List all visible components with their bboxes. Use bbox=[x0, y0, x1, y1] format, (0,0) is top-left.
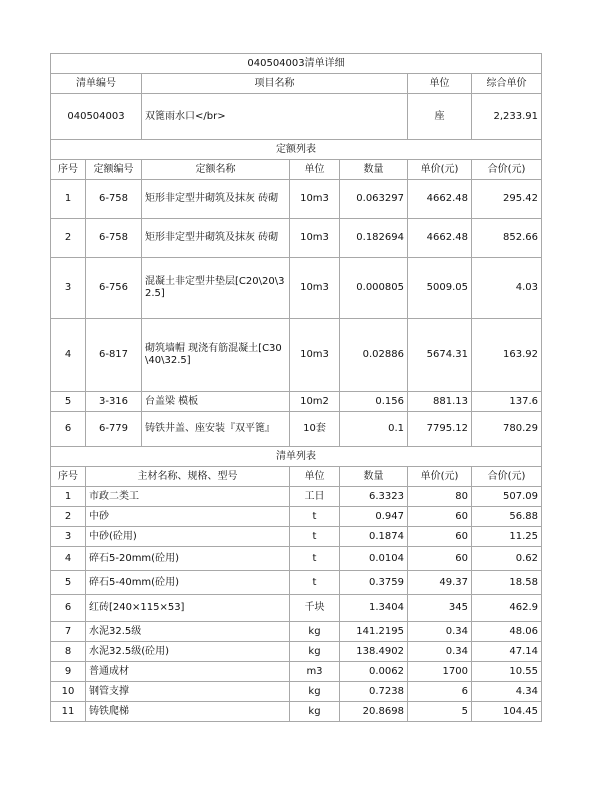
material-cell: 4 bbox=[51, 547, 86, 571]
table-title: 040504003清单详细 bbox=[51, 54, 542, 74]
material-row bbox=[51, 595, 542, 622]
quota-cell: 砌筑墙帽 现浇有筋混凝土[C30\40\32.5] bbox=[142, 319, 290, 392]
material-cell: 1700 bbox=[408, 662, 472, 682]
material-cell: 0.0062 bbox=[340, 662, 408, 682]
material-row bbox=[51, 642, 542, 662]
material-cell: kg bbox=[290, 702, 340, 722]
quota-cell: 0.063297 bbox=[340, 180, 408, 219]
quota-cell: 5674.31 bbox=[408, 319, 472, 392]
quota-row bbox=[51, 219, 542, 258]
material-header-row bbox=[51, 467, 542, 487]
material-cell: 0.947 bbox=[340, 507, 408, 527]
quota-cell: 6-758 bbox=[86, 180, 142, 219]
quota-cell: 6 bbox=[51, 412, 86, 447]
quota-cell: 0.000805 bbox=[340, 258, 408, 319]
header-name: 项目名称 bbox=[142, 74, 408, 94]
quota-cell: 5 bbox=[51, 392, 86, 412]
material-cell: 0.1874 bbox=[340, 527, 408, 547]
quota-cell: 4662.48 bbox=[408, 180, 472, 219]
quota-row bbox=[51, 319, 542, 392]
item-price: 2,233.91 bbox=[472, 94, 542, 140]
quota-cell: 10m2 bbox=[290, 392, 340, 412]
material-row bbox=[51, 571, 542, 595]
material-row bbox=[51, 487, 542, 507]
material-cell: 0.7238 bbox=[340, 682, 408, 702]
material-cell: 141.2195 bbox=[340, 622, 408, 642]
item-name: 双篦雨水口</br> bbox=[142, 94, 408, 140]
material-cell: 碎石5-40mm(砼用) bbox=[86, 571, 290, 595]
material-header-cell: 数量 bbox=[340, 467, 408, 487]
quota-header-cell: 单位 bbox=[290, 160, 340, 180]
material-cell: kg bbox=[290, 622, 340, 642]
material-section-title: 清单列表 bbox=[51, 447, 542, 467]
material-cell: 11.25 bbox=[472, 527, 542, 547]
material-cell: 0.0104 bbox=[340, 547, 408, 571]
quota-cell: 0.1 bbox=[340, 412, 408, 447]
material-cell: 普通成材 bbox=[86, 662, 290, 682]
material-cell: 0.62 bbox=[472, 547, 542, 571]
quota-cell: 6-758 bbox=[86, 219, 142, 258]
material-header-cell: 单位 bbox=[290, 467, 340, 487]
material-cell: 49.37 bbox=[408, 571, 472, 595]
quota-row bbox=[51, 180, 542, 219]
material-cell: 0.34 bbox=[408, 642, 472, 662]
material-cell: 钢管支撑 bbox=[86, 682, 290, 702]
quota-cell: 780.29 bbox=[472, 412, 542, 447]
quota-cell: 2 bbox=[51, 219, 86, 258]
header-price: 综合单价 bbox=[472, 74, 542, 94]
material-cell: 水泥32.5级 bbox=[86, 622, 290, 642]
quota-cell: 矩形非定型井砌筑及抹灰 砖砌 bbox=[142, 180, 290, 219]
material-cell: t bbox=[290, 507, 340, 527]
quota-cell: 295.42 bbox=[472, 180, 542, 219]
quota-cell: 0.182694 bbox=[340, 219, 408, 258]
quota-header-row bbox=[51, 160, 542, 180]
quota-cell: 10m3 bbox=[290, 219, 340, 258]
material-header-cell: 序号 bbox=[51, 467, 86, 487]
quota-cell: 台盖梁 模板 bbox=[142, 392, 290, 412]
material-cell: 6.3323 bbox=[340, 487, 408, 507]
material-cell: 462.9 bbox=[472, 595, 542, 622]
material-cell: 水泥32.5级(砼用) bbox=[86, 642, 290, 662]
quota-cell: 3-316 bbox=[86, 392, 142, 412]
item-code: 040504003 bbox=[51, 94, 142, 140]
quota-cell: 4 bbox=[51, 319, 86, 392]
material-cell: 47.14 bbox=[472, 642, 542, 662]
quota-row bbox=[51, 392, 542, 412]
material-cell: 中砂(砼用) bbox=[86, 527, 290, 547]
material-cell: 11 bbox=[51, 702, 86, 722]
quota-cell: 163.92 bbox=[472, 319, 542, 392]
quota-cell: 4.03 bbox=[472, 258, 542, 319]
quota-cell: 10套 bbox=[290, 412, 340, 447]
material-header-cell: 主材名称、规格、型号 bbox=[86, 467, 290, 487]
material-cell: 7 bbox=[51, 622, 86, 642]
header-code: 清单编号 bbox=[51, 74, 142, 94]
quota-cell: 10m3 bbox=[290, 180, 340, 219]
material-cell: 60 bbox=[408, 507, 472, 527]
material-cell: m3 bbox=[290, 662, 340, 682]
material-header-cell: 合价(元) bbox=[472, 467, 542, 487]
material-cell: 1.3404 bbox=[340, 595, 408, 622]
material-cell: 138.4902 bbox=[340, 642, 408, 662]
quota-cell: 10m3 bbox=[290, 258, 340, 319]
header-unit: 单位 bbox=[408, 74, 472, 94]
quota-cell: 6-817 bbox=[86, 319, 142, 392]
material-cell: 60 bbox=[408, 527, 472, 547]
material-cell: 6 bbox=[51, 595, 86, 622]
material-cell: 千块 bbox=[290, 595, 340, 622]
material-row bbox=[51, 527, 542, 547]
material-cell: t bbox=[290, 547, 340, 571]
material-cell: 碎石5-20mm(砼用) bbox=[86, 547, 290, 571]
quota-header-cell: 单价(元) bbox=[408, 160, 472, 180]
material-cell: 中砂 bbox=[86, 507, 290, 527]
quota-cell: 10m3 bbox=[290, 319, 340, 392]
material-cell: 市政二类工 bbox=[86, 487, 290, 507]
quota-cell: 1 bbox=[51, 180, 86, 219]
quota-cell: 881.13 bbox=[408, 392, 472, 412]
quota-cell: 3 bbox=[51, 258, 86, 319]
material-cell: 104.45 bbox=[472, 702, 542, 722]
material-row bbox=[51, 622, 542, 642]
material-row bbox=[51, 507, 542, 527]
quota-cell: 7795.12 bbox=[408, 412, 472, 447]
quota-cell: 6-756 bbox=[86, 258, 142, 319]
material-cell: 0.3759 bbox=[340, 571, 408, 595]
material-cell: 18.58 bbox=[472, 571, 542, 595]
material-cell: 6 bbox=[408, 682, 472, 702]
item-row bbox=[51, 94, 542, 140]
quota-cell: 铸铁井盖、座安装『双平篦』 bbox=[142, 412, 290, 447]
material-cell: 铸铁爬梯 bbox=[86, 702, 290, 722]
material-cell: kg bbox=[290, 642, 340, 662]
material-cell: 9 bbox=[51, 662, 86, 682]
material-cell: 60 bbox=[408, 547, 472, 571]
quota-cell: 137.6 bbox=[472, 392, 542, 412]
quota-section-title: 定额列表 bbox=[51, 140, 542, 160]
quota-cell: 5009.05 bbox=[408, 258, 472, 319]
material-cell: 红砖[240×115×53] bbox=[86, 595, 290, 622]
item-unit: 座 bbox=[408, 94, 472, 140]
quota-header-cell: 序号 bbox=[51, 160, 86, 180]
quota-header-cell: 定额编号 bbox=[86, 160, 142, 180]
quota-row bbox=[51, 258, 542, 319]
material-cell: 5 bbox=[51, 571, 86, 595]
material-cell: 48.06 bbox=[472, 622, 542, 642]
material-cell: 10 bbox=[51, 682, 86, 702]
material-cell: 345 bbox=[408, 595, 472, 622]
quota-cell: 4662.48 bbox=[408, 219, 472, 258]
quota-cell: 矩形非定型井砌筑及抹灰 砖砌 bbox=[142, 219, 290, 258]
material-cell: 1 bbox=[51, 487, 86, 507]
material-cell: t bbox=[290, 571, 340, 595]
quota-header-cell: 合价(元) bbox=[472, 160, 542, 180]
quota-cell: 6-779 bbox=[86, 412, 142, 447]
quota-cell: 852.66 bbox=[472, 219, 542, 258]
material-cell: kg bbox=[290, 682, 340, 702]
material-cell: 2 bbox=[51, 507, 86, 527]
material-cell: 4.34 bbox=[472, 682, 542, 702]
material-cell: 507.09 bbox=[472, 487, 542, 507]
material-cell: 3 bbox=[51, 527, 86, 547]
material-row bbox=[51, 702, 542, 722]
material-cell: 8 bbox=[51, 642, 86, 662]
material-row bbox=[51, 547, 542, 571]
quota-row bbox=[51, 412, 542, 447]
material-cell: 10.55 bbox=[472, 662, 542, 682]
material-cell: 工日 bbox=[290, 487, 340, 507]
material-cell: 0.34 bbox=[408, 622, 472, 642]
quota-cell: 混凝土非定型井垫层[C20\20\32.5] bbox=[142, 258, 290, 319]
material-header-cell: 单价(元) bbox=[408, 467, 472, 487]
quota-header-cell: 定额名称 bbox=[142, 160, 290, 180]
material-cell: 80 bbox=[408, 487, 472, 507]
material-row bbox=[51, 662, 542, 682]
material-cell: t bbox=[290, 527, 340, 547]
material-cell: 5 bbox=[408, 702, 472, 722]
quota-header-cell: 数量 bbox=[340, 160, 408, 180]
quota-cell: 0.156 bbox=[340, 392, 408, 412]
material-row bbox=[51, 682, 542, 702]
quota-cell: 0.02886 bbox=[340, 319, 408, 392]
detail-table bbox=[50, 53, 542, 722]
material-cell: 20.8698 bbox=[340, 702, 408, 722]
material-cell: 56.88 bbox=[472, 507, 542, 527]
